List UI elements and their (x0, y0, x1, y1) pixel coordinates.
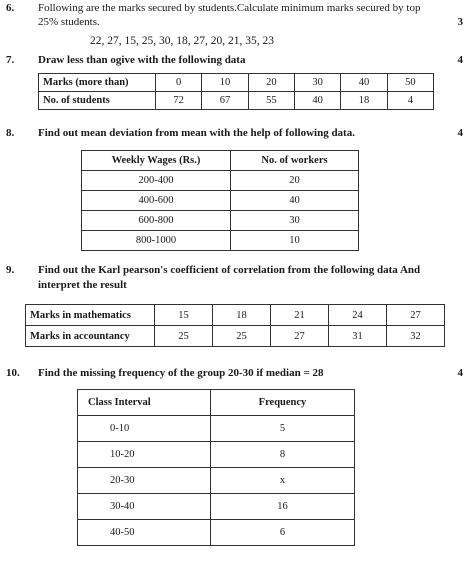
table-cell: 20-30 (78, 468, 211, 494)
q6-marks: 3 (457, 16, 463, 28)
table-cell: 30 (294, 74, 340, 92)
table-row (82, 191, 359, 211)
table-cell: 4 (387, 92, 433, 110)
q7-row1-label: Marks (more than) (39, 74, 156, 92)
table-cell: 10-20 (78, 442, 211, 468)
table-cell: 15 (155, 305, 213, 326)
q6-data: 22, 27, 15, 25, 30, 18, 27, 20, 21, 35, 23 (90, 35, 274, 47)
q10-marks: 4 (457, 367, 463, 379)
table-cell: 31 (329, 326, 387, 347)
table-cell: 400-600 (82, 191, 231, 211)
table-cell: 32 (387, 326, 445, 347)
q8-marks: 4 (457, 127, 463, 139)
table-cell: 24 (329, 305, 387, 326)
table-cell: 40-50 (78, 520, 211, 546)
table-row (82, 151, 359, 171)
table-row (78, 416, 355, 442)
table-row (78, 442, 355, 468)
q6-text-line1: Following are the marks secured by students.Calculate minimum marks secured by top (38, 2, 421, 14)
table-cell: 72 (156, 92, 202, 110)
q9-row1-label: Marks in mathematics (26, 305, 155, 326)
table-cell: 6 (211, 520, 355, 546)
q6-text-line2: 25% students. (38, 16, 100, 28)
table-cell: 30 (231, 211, 359, 231)
table-cell: 18 (341, 92, 387, 110)
table-row (78, 468, 355, 494)
table-row (82, 171, 359, 191)
q7-row2-label: No. of students (39, 92, 156, 110)
q6-number: 6. (6, 2, 15, 14)
table-cell: 25 (155, 326, 213, 347)
table-cell: 10 (202, 74, 248, 92)
table-cell: 10 (231, 231, 359, 251)
q7-text: Draw less than ogive with the following data (38, 54, 246, 66)
table-cell: 67 (202, 92, 248, 110)
table-cell: 21 (271, 305, 329, 326)
table-cell: 40 (294, 92, 340, 110)
q7-marks: 4 (457, 54, 463, 66)
table-row (82, 231, 359, 251)
q9-table (25, 304, 445, 347)
table-cell: 200-400 (82, 171, 231, 191)
table-row (82, 211, 359, 231)
table-cell: 20 (248, 74, 294, 92)
table-cell: 55 (248, 92, 294, 110)
table-row (78, 494, 355, 520)
table-cell: 5 (211, 416, 355, 442)
table-cell: 600-800 (82, 211, 231, 231)
table-row (78, 390, 355, 416)
q8-text: Find out mean deviation from mean with the help of following data. (38, 127, 355, 139)
q9-number: 9. (6, 264, 15, 276)
q9-text-line2: interpret the result (38, 279, 127, 291)
q10-text: Find the missing frequency of the group 20-30 if median = 28 (38, 367, 324, 379)
q8-table (81, 150, 359, 251)
table-cell: 40 (231, 191, 359, 211)
table-header: No. of workers (231, 151, 359, 171)
table-cell: 20 (231, 171, 359, 191)
table-cell: 27 (271, 326, 329, 347)
q8-number: 8. (6, 127, 15, 139)
table-cell: 0 (156, 74, 202, 92)
table-row (26, 305, 445, 326)
table-cell: 16 (211, 494, 355, 520)
q9-text-line1: Find out the Karl pearson's coefficient of correlation from the following data And (38, 264, 421, 276)
table-cell: 30-40 (78, 494, 211, 520)
q7-table (38, 73, 434, 110)
table-cell: 27 (387, 305, 445, 326)
q10-number: 10. (6, 367, 20, 379)
table-header: Class Interval (78, 390, 211, 416)
table-row (39, 92, 434, 110)
table-row (39, 74, 434, 92)
table-cell: 18 (213, 305, 271, 326)
table-header: Frequency (211, 390, 355, 416)
table-row (26, 326, 445, 347)
table-cell: 800-1000 (82, 231, 231, 251)
q9-row2-label: Marks in accountancy (26, 326, 155, 347)
q7-number: 7. (6, 54, 15, 66)
table-cell: 0-10 (78, 416, 211, 442)
table-cell: x (211, 468, 355, 494)
table-row (78, 520, 355, 546)
table-cell: 8 (211, 442, 355, 468)
q10-table (77, 389, 355, 546)
table-cell: 25 (213, 326, 271, 347)
table-cell: 40 (341, 74, 387, 92)
table-header: Weekly Wages (Rs.) (82, 151, 231, 171)
table-cell: 50 (387, 74, 433, 92)
